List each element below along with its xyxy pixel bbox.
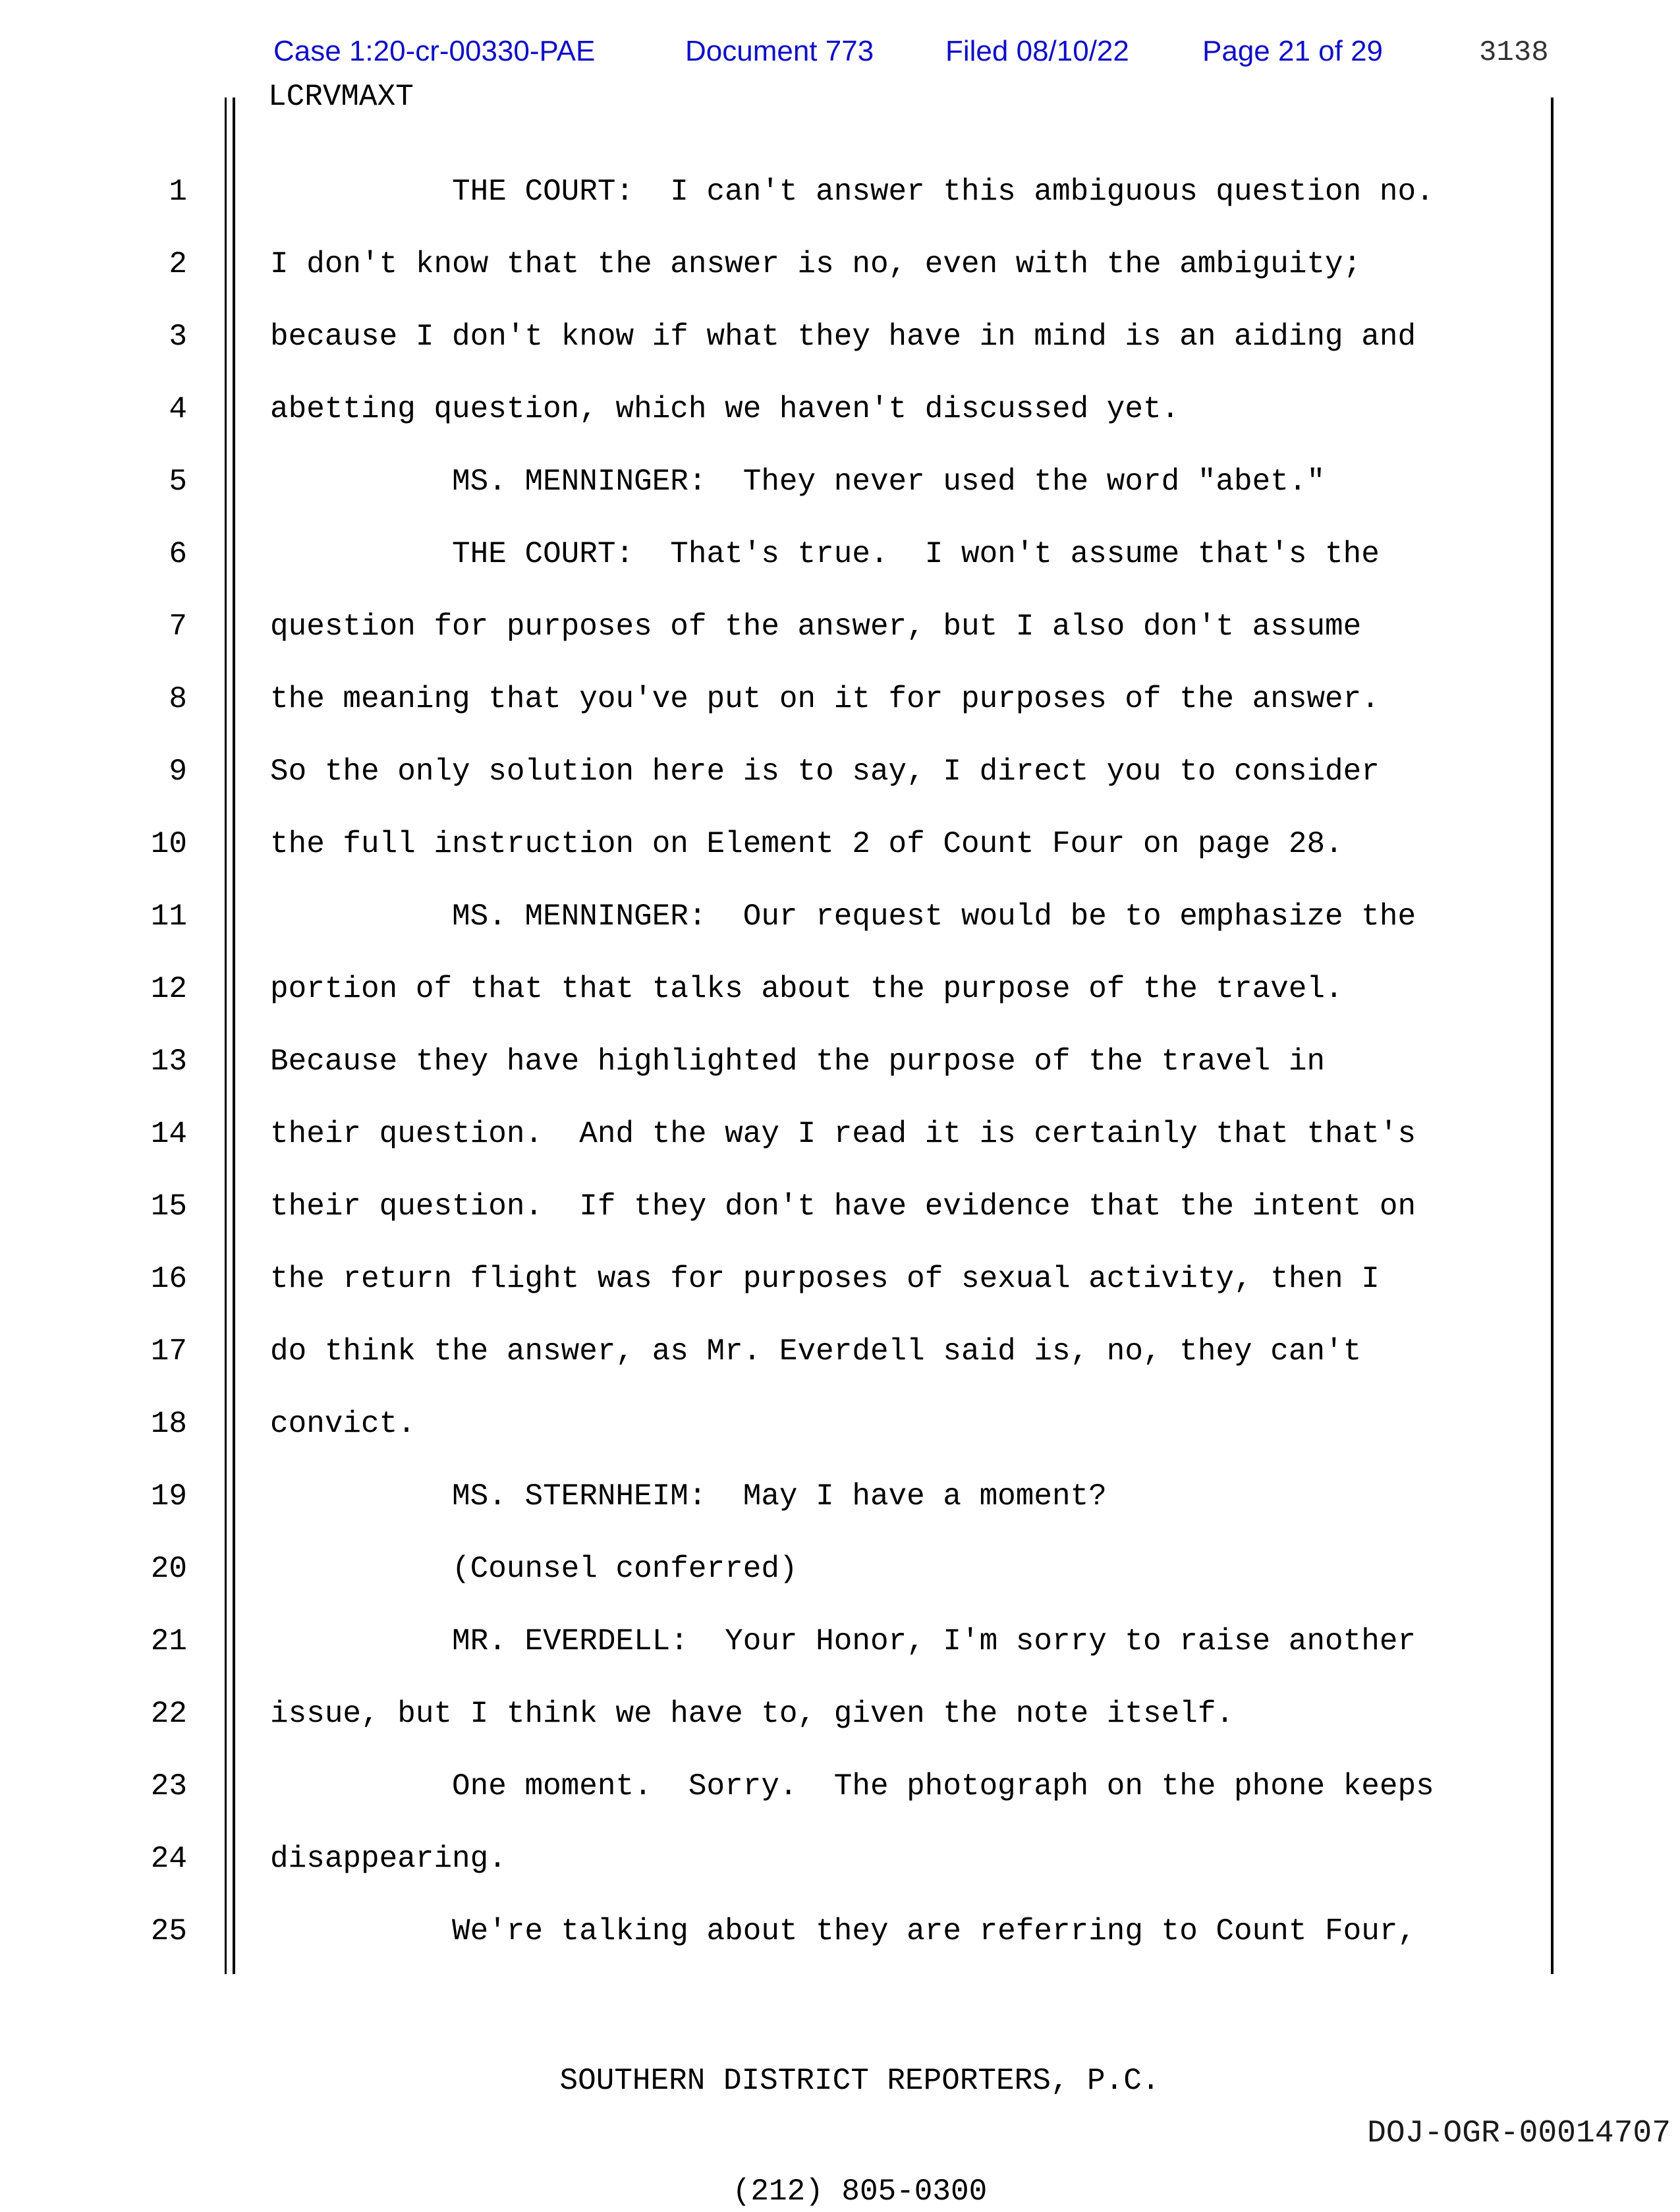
transcript-line: the meaning that you've put on it for purposes of the answer. (270, 682, 1380, 716)
transcript-row (0, 1460, 1680, 1533)
transcript-line: MS. STERNHEIM: May I have a moment? (270, 1479, 1107, 1514)
transcript-line: abetting question, which we haven't discussed yet. (270, 392, 1180, 426)
header-case-label: Case 1:20-cr-00330-PAE (273, 35, 596, 67)
transcript-row (0, 953, 1680, 1025)
transcript-line: MR. EVERDELL: Your Honor, I'm sorry to raise another (270, 1624, 1416, 1659)
transcript-body (0, 156, 1680, 1968)
transcript-line: MS. MENNINGER: Our request would be to emphasize the (270, 899, 1416, 934)
line-number: 5 (169, 465, 187, 499)
transcript-line: disappearing. (270, 1842, 507, 1876)
footer-reporter-name: SOUTHERN DISTRICT REPORTERS, P.C. (559, 2064, 1160, 2098)
bates-number: DOJ-OGR-00014707 (1367, 2116, 1671, 2151)
line-number: 25 (150, 1914, 187, 1948)
transcript-line: MS. MENNINGER: They never used the word "abet." (270, 465, 1326, 499)
transcript-row (0, 1823, 1680, 1895)
line-number: 22 (150, 1697, 187, 1731)
line-number: 21 (150, 1624, 187, 1659)
line-number: 11 (150, 899, 187, 934)
transcript-row (0, 1098, 1680, 1170)
header-page-label: Page 21 of 29 (1202, 35, 1384, 67)
footer-phone-number: (212) 805-0300 (732, 2174, 988, 2209)
line-number: 10 (150, 827, 187, 861)
transcript-row (0, 518, 1680, 590)
transcript-row (0, 1605, 1680, 1678)
transcript-row (0, 735, 1680, 808)
transcript-row (0, 1678, 1680, 1750)
line-number: 7 (169, 610, 187, 644)
line-number: 16 (150, 1262, 187, 1296)
transcript-row (0, 880, 1680, 953)
transcript-line: One moment. Sorry. The photograph on the phone keeps (270, 1769, 1434, 1803)
transcript-row (0, 808, 1680, 880)
line-number: 2 (169, 247, 187, 281)
transcript-line: We're talking about they are referring to Count Four, (270, 1914, 1416, 1948)
transcript-line: their question. And the way I read it is certainly that that's (270, 1117, 1416, 1151)
transcript-row (0, 1243, 1680, 1315)
line-number: 1 (169, 175, 187, 209)
line-number: 18 (150, 1407, 187, 1441)
transcript-row (0, 1533, 1680, 1605)
transcript-line: THE COURT: I can't answer this ambiguous question no. (270, 175, 1434, 209)
line-number: 6 (169, 537, 187, 571)
line-number: 8 (169, 682, 187, 716)
line-number: 13 (150, 1044, 187, 1079)
transcript-row (0, 373, 1680, 445)
transcript-row (0, 300, 1680, 373)
transcript-row (0, 445, 1680, 518)
transcript-line: because I don't know if what they have in mind is an aiding and (270, 320, 1416, 354)
transcript-line: their question. If they don't have evidence that the intent on (270, 1189, 1416, 1224)
line-number: 3 (169, 320, 187, 354)
reporter-footer (270, 1989, 1449, 2212)
transcript-line: convict. (270, 1407, 416, 1441)
transcript-row (0, 1025, 1680, 1098)
transcript-line: So the only solution here is to say, I direct you to consider (270, 754, 1380, 789)
line-number: 14 (150, 1117, 187, 1151)
line-number: 23 (150, 1769, 187, 1803)
transcript-row (0, 1895, 1680, 1968)
transcript-row (0, 590, 1680, 663)
transcript-line: the full instruction on Element 2 of Count Four on page 28. (270, 827, 1343, 861)
transcript-line: question for purposes of the answer, but I also don't assume (270, 610, 1362, 644)
transcript-line: portion of that that talks about the purpose of the travel. (270, 972, 1343, 1006)
transcript-line: the return flight was for purposes of sexual activity, then I (270, 1262, 1380, 1296)
transcript-line: Because they have highlighted the purpose of the travel in (270, 1044, 1326, 1079)
transcript-line: do think the answer, as Mr. Everdell said is, no, they can't (270, 1334, 1362, 1369)
transcript-id: LCRVMAXT (268, 80, 414, 114)
transcript-line: I don't know that the answer is no, even with the ambiguity; (270, 247, 1362, 281)
transcript-row (0, 1750, 1680, 1823)
line-number: 4 (169, 392, 187, 426)
line-number: 19 (150, 1479, 187, 1514)
transcript-row (0, 1388, 1680, 1460)
transcript-line: (Counsel conferred) (270, 1552, 798, 1586)
transcript-row (0, 1315, 1680, 1388)
line-number: 24 (150, 1842, 187, 1876)
line-number: 20 (150, 1552, 187, 1586)
transcript-line: THE COURT: That's true. I won't assume that's the (270, 537, 1380, 571)
header-filed-label: Filed 08/10/22 (945, 35, 1129, 67)
line-number: 9 (169, 754, 187, 789)
transcript-row (0, 156, 1680, 228)
transcript-row (0, 228, 1680, 300)
line-number: 12 (150, 972, 187, 1006)
line-number: 17 (150, 1334, 187, 1369)
line-number: 15 (150, 1189, 187, 1224)
transcript-row (0, 663, 1680, 735)
sheet-number: 3138 (1479, 36, 1549, 69)
header-document-label: Document 773 (685, 35, 874, 67)
transcript-row (0, 1170, 1680, 1243)
transcript-line: issue, but I think we have to, given the note itself. (270, 1697, 1235, 1731)
